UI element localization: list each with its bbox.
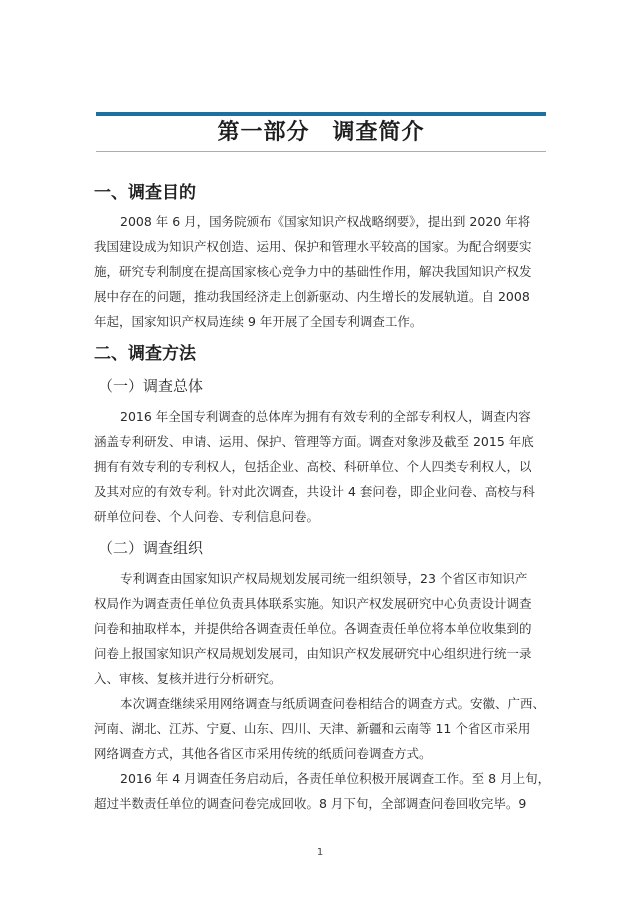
paragraph-purpose [94,209,546,334]
text-line: 及其对应的有效专利。针对此次调查，共设计 4 套问卷，即企业问卷、高校与科 [94,484,535,499]
paragraph-organization-1 [94,566,546,691]
text-line: 2008 年 6 月，国务院颁布《国家知识产权战略纲要》，提出到 2020 年将 [120,214,531,229]
text-line: 权局作为调查责任单位负责具体联系实施。知识产权发展研究中心负责设计调查 [94,596,532,611]
section-heading-purpose: 一、调查目的 [94,183,196,203]
page-title: 第一部分 调查简介 [217,120,425,145]
text-line: 展中存在的问题，推动我国经济走上创新驱动、内生增长的发展轨道。自 2008 [94,289,530,304]
paragraph-organization-3 [94,766,551,816]
text-line: 我国建设成为知识产权创造、运用、保护和管理水平较高的国家。为配合纲要实 [94,239,532,254]
text-line: 施，研究专利制度在提高国家核心竞争力中的基础性作用，解决我国知识产权发 [94,264,532,279]
title-top-bar [96,112,546,116]
text-line: 专利调查由国家知识产权局规划发展司统一组织领导，23 个省区市知识产 [120,571,528,586]
title-bottom-rule [96,151,546,152]
page-number: 1 [316,847,324,858]
paragraph-organization-2 [94,691,546,766]
text-line: 研单位问卷、个人问卷、专利信息问卷。 [94,509,320,524]
text-line: 本次调查继续采用网络调查与纸质调查问卷相结合的调查方式。安徽、广西、 [120,696,546,711]
text-line: 2016 年 4 月调查任务启动后，各责任单位积极开展调查工作。至 8 月上旬， [120,771,551,786]
text-line: 超过半数责任单位的调查问卷完成回收。8 月下旬，全部调查问卷回收完毕。9 [94,796,527,811]
sub-heading-overall: （一）调查总体 [98,377,204,395]
text-line: 拥有有效专利的专利权人，包括企业、高校、科研单位、个人四类专利权人，以 [94,459,532,474]
text-line: 年起，国家知识产权局连续 9 年开展了全国专利调查工作。 [94,314,423,329]
text-line: 网络调查方式，其他各省区市采用传统的纸质问卷调查方式。 [94,746,432,761]
text-line: 河南、湖北、江苏、宁夏、山东、四川、天津、新疆和云南等 11 个省区市采用 [94,721,531,736]
sub-heading-organization: （二）调查组织 [98,539,204,557]
text-line: 2016 年全国专利调查的总体库为拥有有效专利的全部专利权人，调查内容 [120,409,531,424]
text-line: 涵盖专利研发、申请、运用、保护、管理等方面。调查对象涉及截至 2015 年底 [94,434,534,449]
paragraph-overall [94,404,546,529]
text-line: 入、审核、复核并进行分析研究。 [94,671,282,686]
text-line: 问卷和抽取样本，并提供给各调查责任单位。各调查责任单位将本单位收集到的 [94,621,532,636]
text-line: 问卷上报国家知识产权局规划发展司，由知识产权发展研究中心组织进行统一录 [94,646,532,661]
section-heading-method: 二、调查方法 [94,344,196,364]
